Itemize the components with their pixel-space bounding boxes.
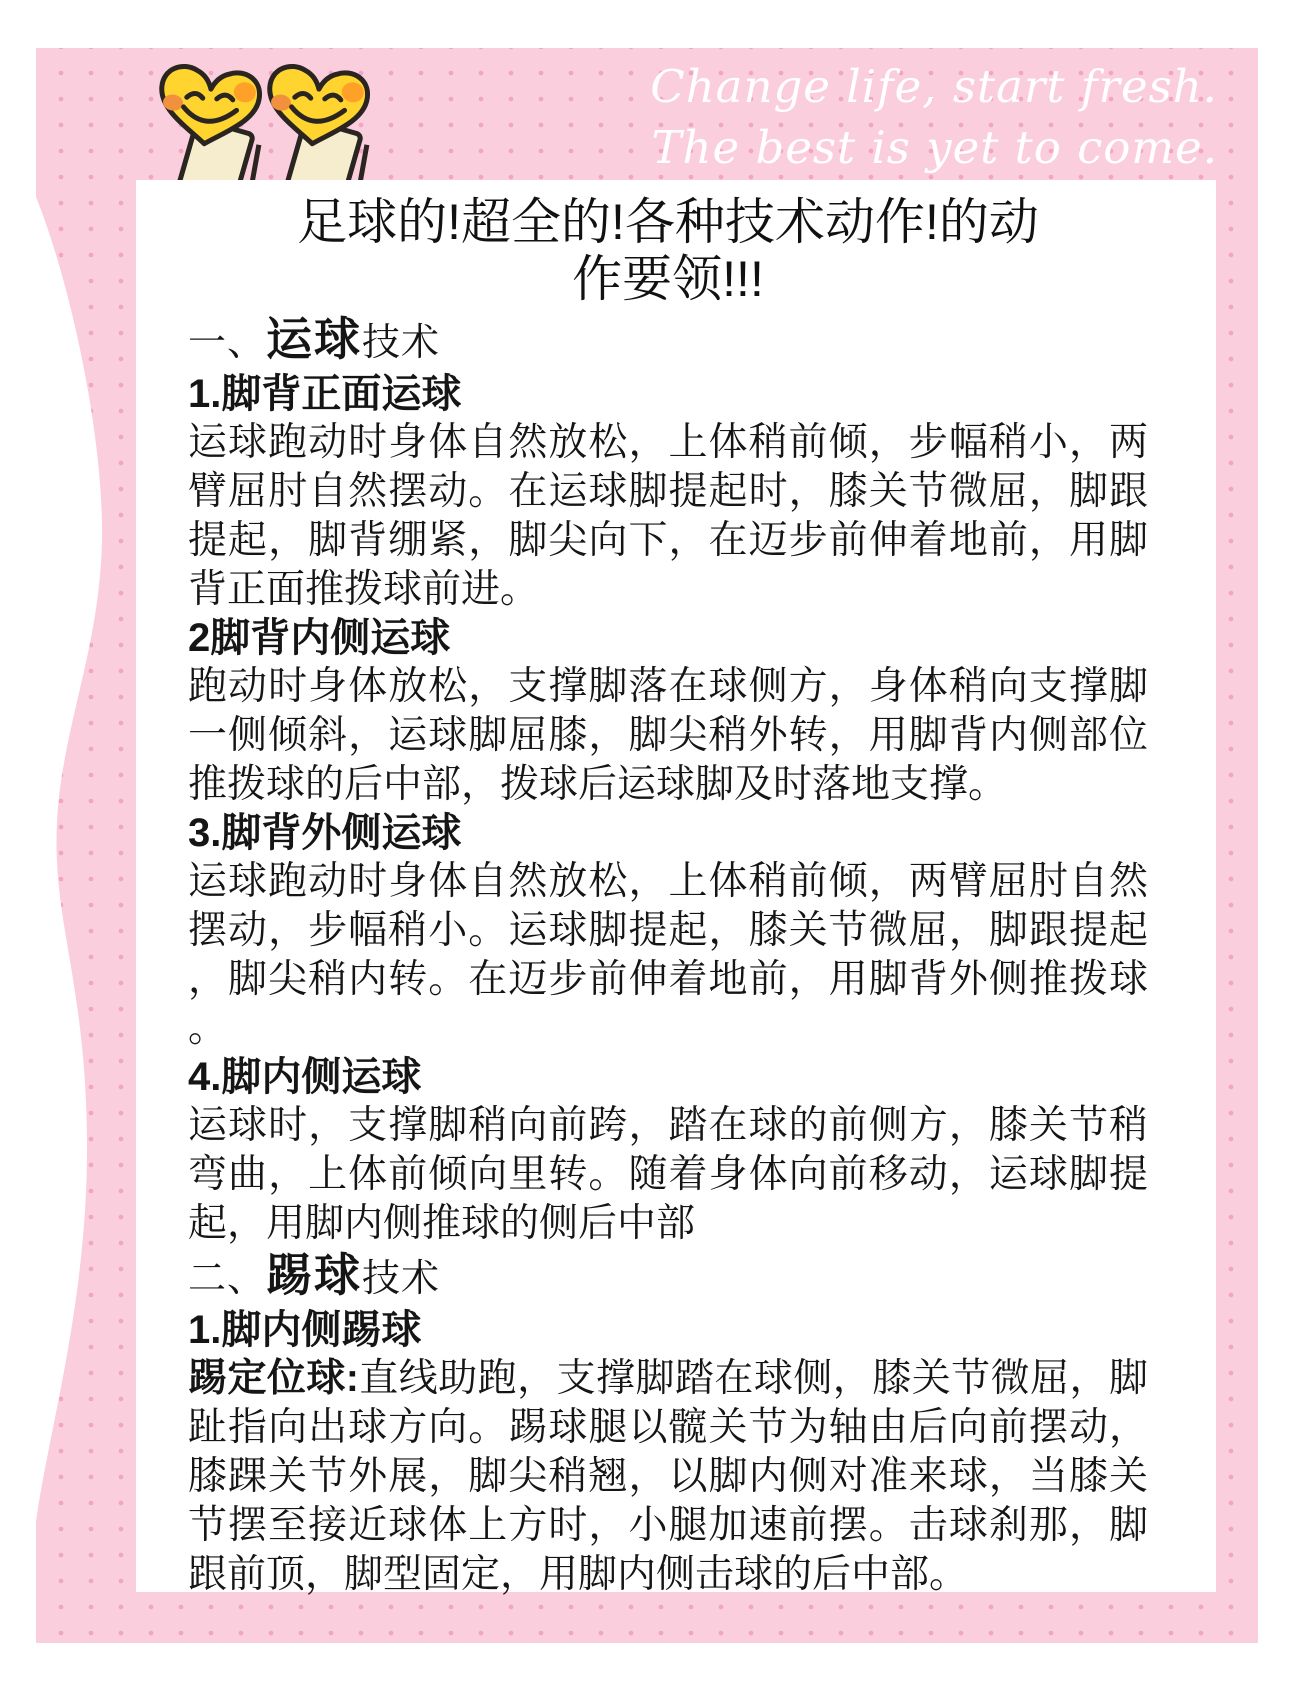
quote-line-2: The best is yet to come. bbox=[651, 121, 1218, 174]
technique-paragraph-inside-foot-kick bbox=[188, 1354, 1148, 1599]
quote-line-1: Change life, start fresh. bbox=[650, 60, 1218, 113]
section-keyword: 踢球 bbox=[266, 1249, 363, 1301]
technique-paragraph-outer-instep-dribble: 运球跑动时身体自然放松，上体稍前倾，两臂屈肘自然摆动，步幅稍小。运球脚提起，膝关节微屈，脚跟提起，脚尖稍内转。在迈步前伸着地前，用脚背外侧推拨球。 bbox=[188, 860, 1148, 1050]
page-title bbox=[188, 194, 1148, 308]
section-suffix: 技术 bbox=[362, 322, 441, 364]
technique-heading-inside-foot-kick: 1.脚内侧踢球 bbox=[188, 1308, 422, 1352]
title-line-1: 足球的!超全的!各种技术动作!的动 bbox=[297, 194, 1039, 250]
technique-paragraph-inner-instep-dribble: 跑动时身体放松，支撑脚落在球侧方，身体稍向支撑脚一侧倾斜，运球脚屈膝，脚尖稍外转，用脚背内侧部位推拨球的后中部，拨球后运球脚及时落地支撑。 bbox=[188, 665, 1148, 806]
section-heading-kicking bbox=[188, 1248, 1148, 1306]
quote-text bbox=[650, 56, 1218, 178]
section-prefix: 二、 bbox=[188, 1258, 267, 1300]
section-prefix: 一、 bbox=[188, 322, 267, 364]
section-suffix: 技术 bbox=[362, 1258, 441, 1300]
technique-heading-outer-instep-dribble: 3.脚背外侧运球 bbox=[188, 811, 462, 855]
section-keyword: 运球 bbox=[266, 313, 363, 365]
content-card bbox=[136, 180, 1216, 1596]
lead-term-placed-ball: 踢定位球: bbox=[188, 1357, 359, 1400]
technique-heading-instep-dribble: 1.脚背正面运球 bbox=[188, 372, 462, 416]
section-heading-dribbling bbox=[188, 312, 1148, 370]
technique-heading-inner-instep-dribble: 2脚背内侧运球 bbox=[188, 616, 451, 660]
technique-heading-inside-foot-dribble: 4.脚内侧运球 bbox=[188, 1055, 422, 1099]
title-line-2: 作要领!!! bbox=[572, 251, 764, 307]
technique-paragraph-instep-dribble: 运球跑动时身体自然放松，上体稍前倾，步幅稍小，两臂屈肘自然摆动。在运球脚提起时，膝关节微屈，脚跟提起，脚背绷紧，脚尖向下，在迈步前伸着地前，用脚背正面推拨球前进。 bbox=[188, 421, 1148, 611]
technique-paragraph-inside-foot-dribble: 运球时，支撑脚稍向前跨，踏在球的前侧方，膝关节稍弯曲，上体前倾向里转。随着身体向前移动，运球脚提起，用脚内侧推球的侧后中部 bbox=[188, 1104, 1148, 1245]
technique-body-text: 直线助跑，支撑脚踏在球侧，膝关节微屈，脚趾指向出球方向。踢球腿以髋关节为轴由后向前摆动，膝踝关节外展，脚尖稍翘，以脚内侧对准来球，当膝关节摆至接近球体上方时，小腿加速前摆。击球刹那，脚跟前顶，脚型固定，用脚内侧击球的后中部。 bbox=[188, 1357, 1148, 1596]
